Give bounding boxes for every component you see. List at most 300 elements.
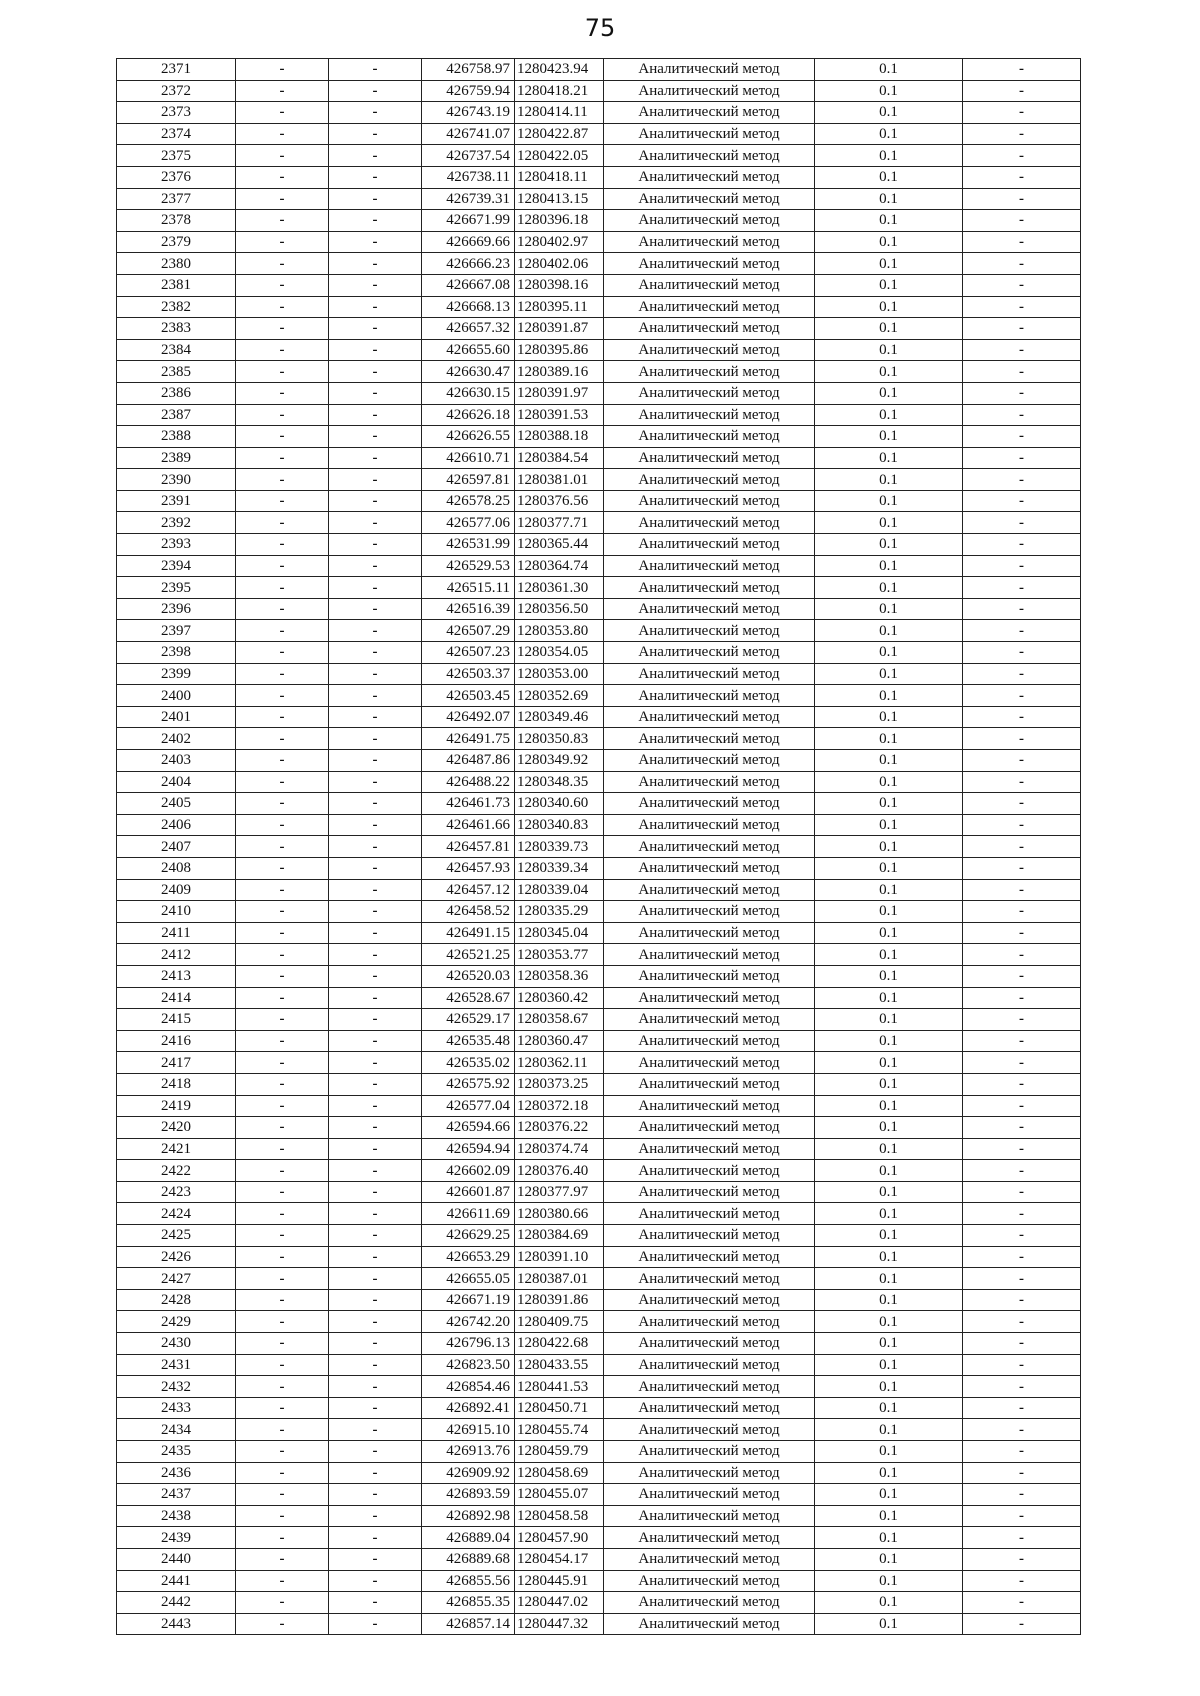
dash-cell-a: - (236, 1311, 329, 1333)
x-coordinate-cell: 426602.09 (422, 1160, 515, 1182)
table-row (117, 1160, 1081, 1182)
point-number-cell: 2428 (117, 1289, 236, 1311)
y-coordinate-cell: 1280360.42 (515, 987, 604, 1009)
x-coordinate-cell: 426492.07 (422, 706, 515, 728)
point-number-cell: 2437 (117, 1484, 236, 1506)
method-cell: Аналитический метод (604, 1030, 815, 1052)
dash-cell-c: - (963, 1333, 1081, 1355)
x-coordinate-cell: 426529.53 (422, 555, 515, 577)
y-coordinate-cell: 1280389.16 (515, 361, 604, 383)
y-coordinate-cell: 1280402.97 (515, 231, 604, 253)
table-row (117, 814, 1081, 836)
point-number-cell: 2375 (117, 145, 236, 167)
accuracy-cell: 0.1 (815, 1289, 963, 1311)
y-coordinate-cell: 1280353.77 (515, 944, 604, 966)
point-number-cell: 2400 (117, 685, 236, 707)
dash-cell-a: - (236, 1333, 329, 1355)
dash-cell-c: - (963, 577, 1081, 599)
accuracy-cell: 0.1 (815, 1570, 963, 1592)
dash-cell-a: - (236, 1268, 329, 1290)
dash-cell-c: - (963, 210, 1081, 232)
dash-cell-a: - (236, 1095, 329, 1117)
x-coordinate-cell: 426521.25 (422, 944, 515, 966)
dash-cell-c: - (963, 1570, 1081, 1592)
y-coordinate-cell: 1280352.69 (515, 685, 604, 707)
dash-cell-b: - (329, 1009, 422, 1031)
table-row (117, 1613, 1081, 1634)
accuracy-cell: 0.1 (815, 145, 963, 167)
table-row (117, 620, 1081, 642)
accuracy-cell: 0.1 (815, 750, 963, 772)
dash-cell-b: - (329, 1246, 422, 1268)
point-number-cell: 2381 (117, 274, 236, 296)
dash-cell-b: - (329, 771, 422, 793)
accuracy-cell: 0.1 (815, 1203, 963, 1225)
method-cell: Аналитический метод (604, 534, 815, 556)
y-coordinate-cell: 1280391.97 (515, 382, 604, 404)
dash-cell-b: - (329, 1613, 422, 1634)
dash-cell-b: - (329, 1376, 422, 1398)
y-coordinate-cell: 1280358.36 (515, 965, 604, 987)
table-row (117, 102, 1081, 124)
y-coordinate-cell: 1280376.40 (515, 1160, 604, 1182)
accuracy-cell: 0.1 (815, 965, 963, 987)
dash-cell-a: - (236, 1138, 329, 1160)
x-coordinate-cell: 426743.19 (422, 102, 515, 124)
dash-cell-a: - (236, 1419, 329, 1441)
accuracy-cell: 0.1 (815, 1354, 963, 1376)
dash-cell-a: - (236, 944, 329, 966)
x-coordinate-cell: 426610.71 (422, 447, 515, 469)
method-cell: Аналитический метод (604, 771, 815, 793)
point-number-cell: 2387 (117, 404, 236, 426)
y-coordinate-cell: 1280353.80 (515, 620, 604, 642)
method-cell: Аналитический метод (604, 1225, 815, 1247)
dash-cell-c: - (963, 922, 1081, 944)
dash-cell-c: - (963, 1073, 1081, 1095)
method-cell: Аналитический метод (604, 1505, 815, 1527)
y-coordinate-cell: 1280396.18 (515, 210, 604, 232)
point-number-cell: 2439 (117, 1527, 236, 1549)
dash-cell-a: - (236, 1397, 329, 1419)
point-number-cell: 2396 (117, 598, 236, 620)
dash-cell-b: - (329, 534, 422, 556)
point-number-cell: 2371 (117, 59, 236, 81)
dash-cell-a: - (236, 361, 329, 383)
dash-cell-c: - (963, 771, 1081, 793)
dash-cell-b: - (329, 447, 422, 469)
dash-cell-a: - (236, 404, 329, 426)
table-row (117, 944, 1081, 966)
dash-cell-a: - (236, 857, 329, 879)
accuracy-cell: 0.1 (815, 814, 963, 836)
y-coordinate-cell: 1280422.05 (515, 145, 604, 167)
x-coordinate-cell: 426655.60 (422, 339, 515, 361)
dash-cell-a: - (236, 1592, 329, 1614)
y-coordinate-cell: 1280349.92 (515, 750, 604, 772)
y-coordinate-cell: 1280391.53 (515, 404, 604, 426)
method-cell: Аналитический метод (604, 490, 815, 512)
x-coordinate-cell: 426889.68 (422, 1548, 515, 1570)
table-row (117, 1030, 1081, 1052)
table-row (117, 1570, 1081, 1592)
method-cell: Аналитический метод (604, 706, 815, 728)
dash-cell-c: - (963, 188, 1081, 210)
method-cell: Аналитический метод (604, 512, 815, 534)
accuracy-cell: 0.1 (815, 901, 963, 923)
dash-cell-b: - (329, 1030, 422, 1052)
y-coordinate-cell: 1280388.18 (515, 426, 604, 448)
point-number-cell: 2424 (117, 1203, 236, 1225)
method-cell: Аналитический метод (604, 382, 815, 404)
dash-cell-c: - (963, 663, 1081, 685)
dash-cell-c: - (963, 555, 1081, 577)
dash-cell-a: - (236, 1505, 329, 1527)
table-row (117, 447, 1081, 469)
dash-cell-c: - (963, 1397, 1081, 1419)
table-row (117, 274, 1081, 296)
accuracy-cell: 0.1 (815, 166, 963, 188)
dash-cell-c: - (963, 296, 1081, 318)
accuracy-cell: 0.1 (815, 210, 963, 232)
method-cell: Аналитический метод (604, 879, 815, 901)
accuracy-cell: 0.1 (815, 598, 963, 620)
x-coordinate-cell: 426671.99 (422, 210, 515, 232)
x-coordinate-cell: 426577.06 (422, 512, 515, 534)
dash-cell-c: - (963, 534, 1081, 556)
dash-cell-a: - (236, 1052, 329, 1074)
accuracy-cell: 0.1 (815, 944, 963, 966)
x-coordinate-cell: 426630.47 (422, 361, 515, 383)
dash-cell-c: - (963, 814, 1081, 836)
y-coordinate-cell: 1280381.01 (515, 469, 604, 491)
accuracy-cell: 0.1 (815, 987, 963, 1009)
dash-cell-a: - (236, 1548, 329, 1570)
y-coordinate-cell: 1280362.11 (515, 1052, 604, 1074)
y-coordinate-cell: 1280454.17 (515, 1548, 604, 1570)
accuracy-cell: 0.1 (815, 1592, 963, 1614)
y-coordinate-cell: 1280413.15 (515, 188, 604, 210)
accuracy-cell: 0.1 (815, 231, 963, 253)
point-number-cell: 2390 (117, 469, 236, 491)
point-number-cell: 2401 (117, 706, 236, 728)
dash-cell-b: - (329, 1333, 422, 1355)
method-cell: Аналитический метод (604, 1462, 815, 1484)
x-coordinate-cell: 426892.41 (422, 1397, 515, 1419)
point-number-cell: 2440 (117, 1548, 236, 1570)
dash-cell-a: - (236, 1613, 329, 1634)
x-coordinate-cell: 426457.93 (422, 857, 515, 879)
dash-cell-a: - (236, 1073, 329, 1095)
x-coordinate-cell: 426516.39 (422, 598, 515, 620)
method-cell: Аналитический метод (604, 793, 815, 815)
table-row (117, 1462, 1081, 1484)
dash-cell-c: - (963, 1181, 1081, 1203)
dash-cell-a: - (236, 123, 329, 145)
point-number-cell: 2409 (117, 879, 236, 901)
accuracy-cell: 0.1 (815, 296, 963, 318)
dash-cell-a: - (236, 512, 329, 534)
dash-cell-a: - (236, 339, 329, 361)
table-row (117, 188, 1081, 210)
dash-cell-b: - (329, 231, 422, 253)
table-row (117, 1073, 1081, 1095)
dash-cell-b: - (329, 836, 422, 858)
x-coordinate-cell: 426630.15 (422, 382, 515, 404)
table-row (117, 1289, 1081, 1311)
method-cell: Аналитический метод (604, 274, 815, 296)
method-cell: Аналитический метод (604, 1203, 815, 1225)
accuracy-cell: 0.1 (815, 1441, 963, 1463)
dash-cell-b: - (329, 1505, 422, 1527)
accuracy-cell: 0.1 (815, 274, 963, 296)
dash-cell-c: - (963, 598, 1081, 620)
x-coordinate-cell: 426913.76 (422, 1441, 515, 1463)
accuracy-cell: 0.1 (815, 663, 963, 685)
point-number-cell: 2432 (117, 1376, 236, 1398)
coordinates-table (116, 58, 1081, 1635)
dash-cell-a: - (236, 1181, 329, 1203)
table-row (117, 231, 1081, 253)
table-row (117, 1354, 1081, 1376)
table-row (117, 1505, 1081, 1527)
point-number-cell: 2430 (117, 1333, 236, 1355)
y-coordinate-cell: 1280450.71 (515, 1397, 604, 1419)
table-row (117, 426, 1081, 448)
x-coordinate-cell: 426531.99 (422, 534, 515, 556)
table-row (117, 965, 1081, 987)
method-cell: Аналитический метод (604, 1354, 815, 1376)
x-coordinate-cell: 426491.75 (422, 728, 515, 750)
y-coordinate-cell: 1280380.66 (515, 1203, 604, 1225)
dash-cell-c: - (963, 1030, 1081, 1052)
point-number-cell: 2395 (117, 577, 236, 599)
dash-cell-c: - (963, 1527, 1081, 1549)
table-row (117, 987, 1081, 1009)
table-row (117, 728, 1081, 750)
point-number-cell: 2425 (117, 1225, 236, 1247)
accuracy-cell: 0.1 (815, 404, 963, 426)
y-coordinate-cell: 1280364.74 (515, 555, 604, 577)
dash-cell-b: - (329, 1419, 422, 1441)
point-number-cell: 2377 (117, 188, 236, 210)
dash-cell-a: - (236, 706, 329, 728)
dash-cell-a: - (236, 59, 329, 81)
accuracy-cell: 0.1 (815, 836, 963, 858)
accuracy-cell: 0.1 (815, 1160, 963, 1182)
y-coordinate-cell: 1280339.04 (515, 879, 604, 901)
point-number-cell: 2427 (117, 1268, 236, 1290)
accuracy-cell: 0.1 (815, 1181, 963, 1203)
y-coordinate-cell: 1280402.06 (515, 253, 604, 275)
dash-cell-b: - (329, 274, 422, 296)
table-row (117, 706, 1081, 728)
y-coordinate-cell: 1280458.58 (515, 1505, 604, 1527)
dash-cell-a: - (236, 814, 329, 836)
table-row (117, 1548, 1081, 1570)
accuracy-cell: 0.1 (815, 1505, 963, 1527)
table-row (117, 1203, 1081, 1225)
x-coordinate-cell: 426578.25 (422, 490, 515, 512)
table-row (117, 879, 1081, 901)
point-number-cell: 2406 (117, 814, 236, 836)
method-cell: Аналитический метод (604, 750, 815, 772)
method-cell: Аналитический метод (604, 836, 815, 858)
x-coordinate-cell: 426535.48 (422, 1030, 515, 1052)
dash-cell-a: - (236, 1527, 329, 1549)
table-row (117, 1009, 1081, 1031)
x-coordinate-cell: 426671.19 (422, 1289, 515, 1311)
x-coordinate-cell: 426629.25 (422, 1225, 515, 1247)
table-row (117, 253, 1081, 275)
dash-cell-b: - (329, 1311, 422, 1333)
accuracy-cell: 0.1 (815, 879, 963, 901)
dash-cell-a: - (236, 879, 329, 901)
table-row (117, 1052, 1081, 1074)
point-number-cell: 2436 (117, 1462, 236, 1484)
accuracy-cell: 0.1 (815, 490, 963, 512)
y-coordinate-cell: 1280418.11 (515, 166, 604, 188)
method-cell: Аналитический метод (604, 447, 815, 469)
x-coordinate-cell: 426889.04 (422, 1527, 515, 1549)
accuracy-cell: 0.1 (815, 1117, 963, 1139)
accuracy-cell: 0.1 (815, 1613, 963, 1634)
accuracy-cell: 0.1 (815, 771, 963, 793)
table-row (117, 922, 1081, 944)
dash-cell-b: - (329, 1073, 422, 1095)
method-cell: Аналитический метод (604, 59, 815, 81)
dash-cell-b: - (329, 857, 422, 879)
dash-cell-c: - (963, 166, 1081, 188)
table-row (117, 1095, 1081, 1117)
x-coordinate-cell: 426594.94 (422, 1138, 515, 1160)
accuracy-cell: 0.1 (815, 1484, 963, 1506)
point-number-cell: 2435 (117, 1441, 236, 1463)
point-number-cell: 2397 (117, 620, 236, 642)
dash-cell-b: - (329, 1484, 422, 1506)
dash-cell-c: - (963, 857, 1081, 879)
table-row (117, 1484, 1081, 1506)
accuracy-cell: 0.1 (815, 1138, 963, 1160)
x-coordinate-cell: 426892.98 (422, 1505, 515, 1527)
dash-cell-b: - (329, 1441, 422, 1463)
dash-cell-b: - (329, 188, 422, 210)
dash-cell-c: - (963, 1311, 1081, 1333)
y-coordinate-cell: 1280348.35 (515, 771, 604, 793)
method-cell: Аналитический метод (604, 901, 815, 923)
table-row (117, 469, 1081, 491)
dash-cell-a: - (236, 469, 329, 491)
point-number-cell: 2398 (117, 642, 236, 664)
y-coordinate-cell: 1280395.11 (515, 296, 604, 318)
method-cell: Аналитический метод (604, 1246, 815, 1268)
y-coordinate-cell: 1280457.90 (515, 1527, 604, 1549)
dash-cell-b: - (329, 620, 422, 642)
accuracy-cell: 0.1 (815, 1009, 963, 1031)
dash-cell-a: - (236, 750, 329, 772)
x-coordinate-cell: 426737.54 (422, 145, 515, 167)
point-number-cell: 2372 (117, 80, 236, 102)
dash-cell-b: - (329, 1548, 422, 1570)
dash-cell-b: - (329, 577, 422, 599)
dash-cell-c: - (963, 1268, 1081, 1290)
dash-cell-a: - (236, 1160, 329, 1182)
dash-cell-c: - (963, 1548, 1081, 1570)
dash-cell-c: - (963, 1160, 1081, 1182)
dash-cell-a: - (236, 1570, 329, 1592)
y-coordinate-cell: 1280350.83 (515, 728, 604, 750)
dash-cell-a: - (236, 1441, 329, 1463)
dash-cell-c: - (963, 1462, 1081, 1484)
dash-cell-b: - (329, 512, 422, 534)
dash-cell-a: - (236, 771, 329, 793)
accuracy-cell: 0.1 (815, 1419, 963, 1441)
accuracy-cell: 0.1 (815, 1246, 963, 1268)
y-coordinate-cell: 1280374.74 (515, 1138, 604, 1160)
table-row (117, 1419, 1081, 1441)
table-row (117, 123, 1081, 145)
accuracy-cell: 0.1 (815, 102, 963, 124)
point-number-cell: 2408 (117, 857, 236, 879)
dash-cell-a: - (236, 598, 329, 620)
point-number-cell: 2399 (117, 663, 236, 685)
point-number-cell: 2386 (117, 382, 236, 404)
method-cell: Аналитический метод (604, 1117, 815, 1139)
table-row (117, 1311, 1081, 1333)
method-cell: Аналитический метод (604, 1397, 815, 1419)
x-coordinate-cell: 426487.86 (422, 750, 515, 772)
y-coordinate-cell: 1280395.86 (515, 339, 604, 361)
table-row (117, 1397, 1081, 1419)
dash-cell-c: - (963, 1203, 1081, 1225)
table-row (117, 1225, 1081, 1247)
y-coordinate-cell: 1280384.54 (515, 447, 604, 469)
point-number-cell: 2411 (117, 922, 236, 944)
table-row (117, 1527, 1081, 1549)
y-coordinate-cell: 1280353.00 (515, 663, 604, 685)
dash-cell-a: - (236, 490, 329, 512)
y-coordinate-cell: 1280384.69 (515, 1225, 604, 1247)
dash-cell-c: - (963, 620, 1081, 642)
x-coordinate-cell: 426535.02 (422, 1052, 515, 1074)
x-coordinate-cell: 426529.17 (422, 1009, 515, 1031)
accuracy-cell: 0.1 (815, 361, 963, 383)
x-coordinate-cell: 426503.45 (422, 685, 515, 707)
dash-cell-b: - (329, 1354, 422, 1376)
dash-cell-a: - (236, 166, 329, 188)
y-coordinate-cell: 1280377.97 (515, 1181, 604, 1203)
point-number-cell: 2374 (117, 123, 236, 145)
dash-cell-c: - (963, 1376, 1081, 1398)
x-coordinate-cell: 426626.18 (422, 404, 515, 426)
accuracy-cell: 0.1 (815, 1095, 963, 1117)
table-row (117, 404, 1081, 426)
dash-cell-b: - (329, 469, 422, 491)
method-cell: Аналитический метод (604, 987, 815, 1009)
method-cell: Аналитический метод (604, 1548, 815, 1570)
dash-cell-c: - (963, 145, 1081, 167)
method-cell: Аналитический метод (604, 1073, 815, 1095)
y-coordinate-cell: 1280455.07 (515, 1484, 604, 1506)
dash-cell-c: - (963, 728, 1081, 750)
y-coordinate-cell: 1280455.74 (515, 1419, 604, 1441)
dash-cell-b: - (329, 210, 422, 232)
table-row (117, 1138, 1081, 1160)
y-coordinate-cell: 1280447.02 (515, 1592, 604, 1614)
dash-cell-a: - (236, 102, 329, 124)
table-row (117, 1333, 1081, 1355)
x-coordinate-cell: 426458.52 (422, 901, 515, 923)
